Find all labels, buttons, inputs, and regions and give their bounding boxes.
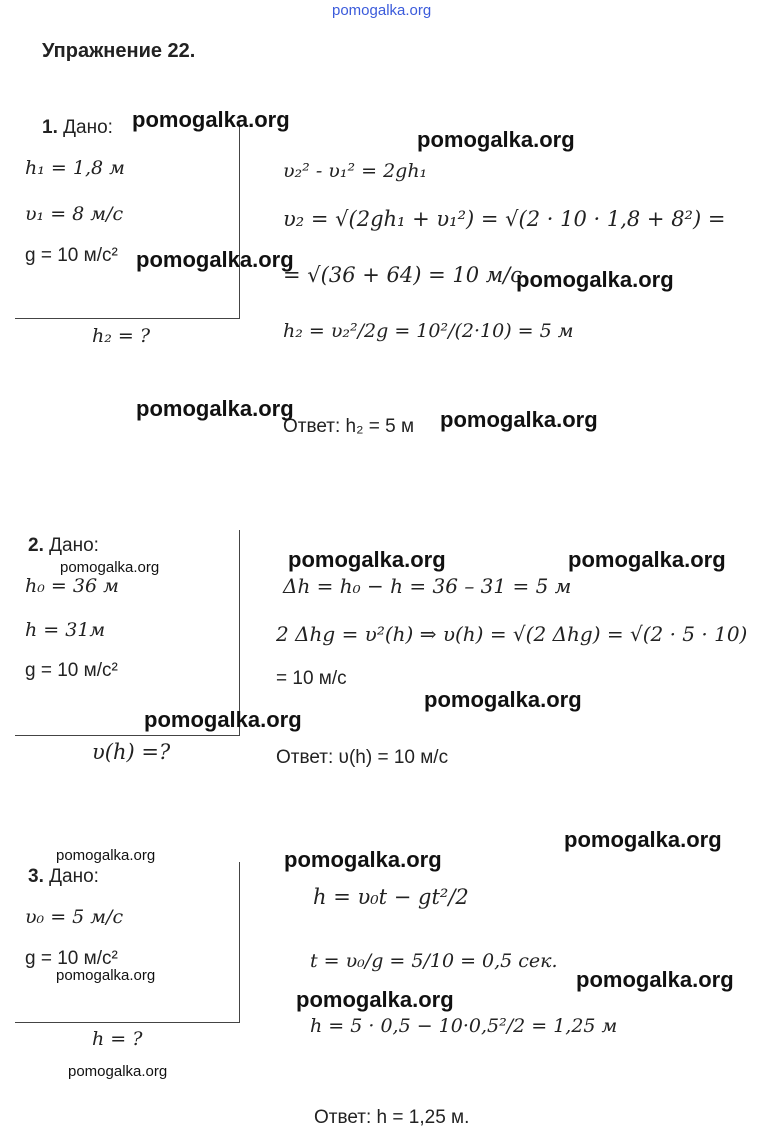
watermark: pomogalka.org xyxy=(56,847,156,864)
divider xyxy=(15,1022,240,1023)
given-item: g = 10 м/с² xyxy=(25,948,118,969)
watermark: pomogalka.org xyxy=(564,827,722,852)
solution-step: 2 Δhg = υ²(h) ⇒ υ(h) = √(2 Δhg) = √(2 · 5 · 10) xyxy=(276,622,748,646)
problem-number: 2. xyxy=(28,535,44,556)
find-item: h = ? xyxy=(92,1028,143,1050)
watermark: pomogalka.org xyxy=(60,559,160,576)
watermark: pomogalka.org xyxy=(144,707,302,732)
given-item: g = 10 м/с² xyxy=(25,245,118,266)
answer: Ответ: h = 1,25 м. xyxy=(314,1107,470,1128)
solution-step: h₂ = υ₂²/2g = 10²/(2·10) = 5 м xyxy=(283,320,574,342)
watermark: pomogalka.org xyxy=(68,1063,168,1080)
find-item: υ(h) =? xyxy=(92,740,171,764)
exercise-title: Упражнение 22. xyxy=(42,40,196,62)
watermark: pomogalka.org xyxy=(440,407,598,432)
watermark: pomogalka.org xyxy=(516,267,674,292)
given-label: Дано: xyxy=(49,866,99,887)
given-item: h₀ = 36 м xyxy=(25,575,119,597)
watermark: pomogalka.org xyxy=(417,127,575,152)
divider xyxy=(15,318,240,319)
watermark: pomogalka.org xyxy=(296,987,454,1012)
watermark: pomogalka.org xyxy=(568,547,726,572)
given-label: Дано: xyxy=(49,535,99,556)
answer: Ответ: h₂ = 5 м xyxy=(283,416,415,437)
divider xyxy=(239,862,240,1023)
divider xyxy=(239,125,240,319)
divider xyxy=(239,530,240,736)
given-item: h₁ = 1,8 м xyxy=(25,157,125,179)
solution-step: h = 5 · 0,5 − 10·0,5²/2 = 1,25 м xyxy=(310,1015,618,1037)
problem-number: 3. xyxy=(28,866,44,887)
watermark: pomogalka.org xyxy=(424,687,582,712)
given-label: Дано: xyxy=(63,117,113,138)
solution-step: = 10 м/с xyxy=(276,668,347,689)
solution-step: υ₂² - υ₁² = 2gh₁ xyxy=(283,160,428,182)
given-item: υ₀ = 5 м/с xyxy=(25,906,124,928)
find-item: h₂ = ? xyxy=(92,325,151,347)
site-link[interactable]: pomogalka.org xyxy=(332,2,432,19)
watermark: pomogalka.org xyxy=(576,967,734,992)
problem-number: 1. xyxy=(42,117,58,138)
watermark: pomogalka.org xyxy=(132,107,290,132)
solution-step: t = υ₀/g = 5/10 = 0,5 сек. xyxy=(310,950,558,972)
divider xyxy=(15,735,240,736)
watermark: pomogalka.org xyxy=(136,247,294,272)
watermark: pomogalka.org xyxy=(56,967,156,984)
problem-3-header xyxy=(28,866,99,888)
watermark: pomogalka.org xyxy=(288,547,446,572)
problem-2-header xyxy=(28,535,99,557)
solution-step: h = υ₀t − gt²/2 xyxy=(313,885,469,909)
problem-1-header xyxy=(42,117,113,139)
watermark: pomogalka.org xyxy=(136,396,294,421)
given-item: g = 10 м/с² xyxy=(25,660,118,681)
given-item: υ₁ = 8 м/с xyxy=(25,203,124,225)
answer: Ответ: υ(h) = 10 м/с xyxy=(276,747,449,768)
watermark: pomogalka.org xyxy=(284,847,442,872)
given-item: h = 31м xyxy=(25,619,106,641)
solution-step: υ₂ = √(2gh₁ + υ₁²) = √(2 · 10 · 1,8 + 8²) = xyxy=(283,207,726,231)
solution-step: = √(36 + 64) = 10 м/с xyxy=(283,263,523,287)
solution-step: Δh = h₀ − h = 36 – 31 = 5 м xyxy=(283,574,572,598)
